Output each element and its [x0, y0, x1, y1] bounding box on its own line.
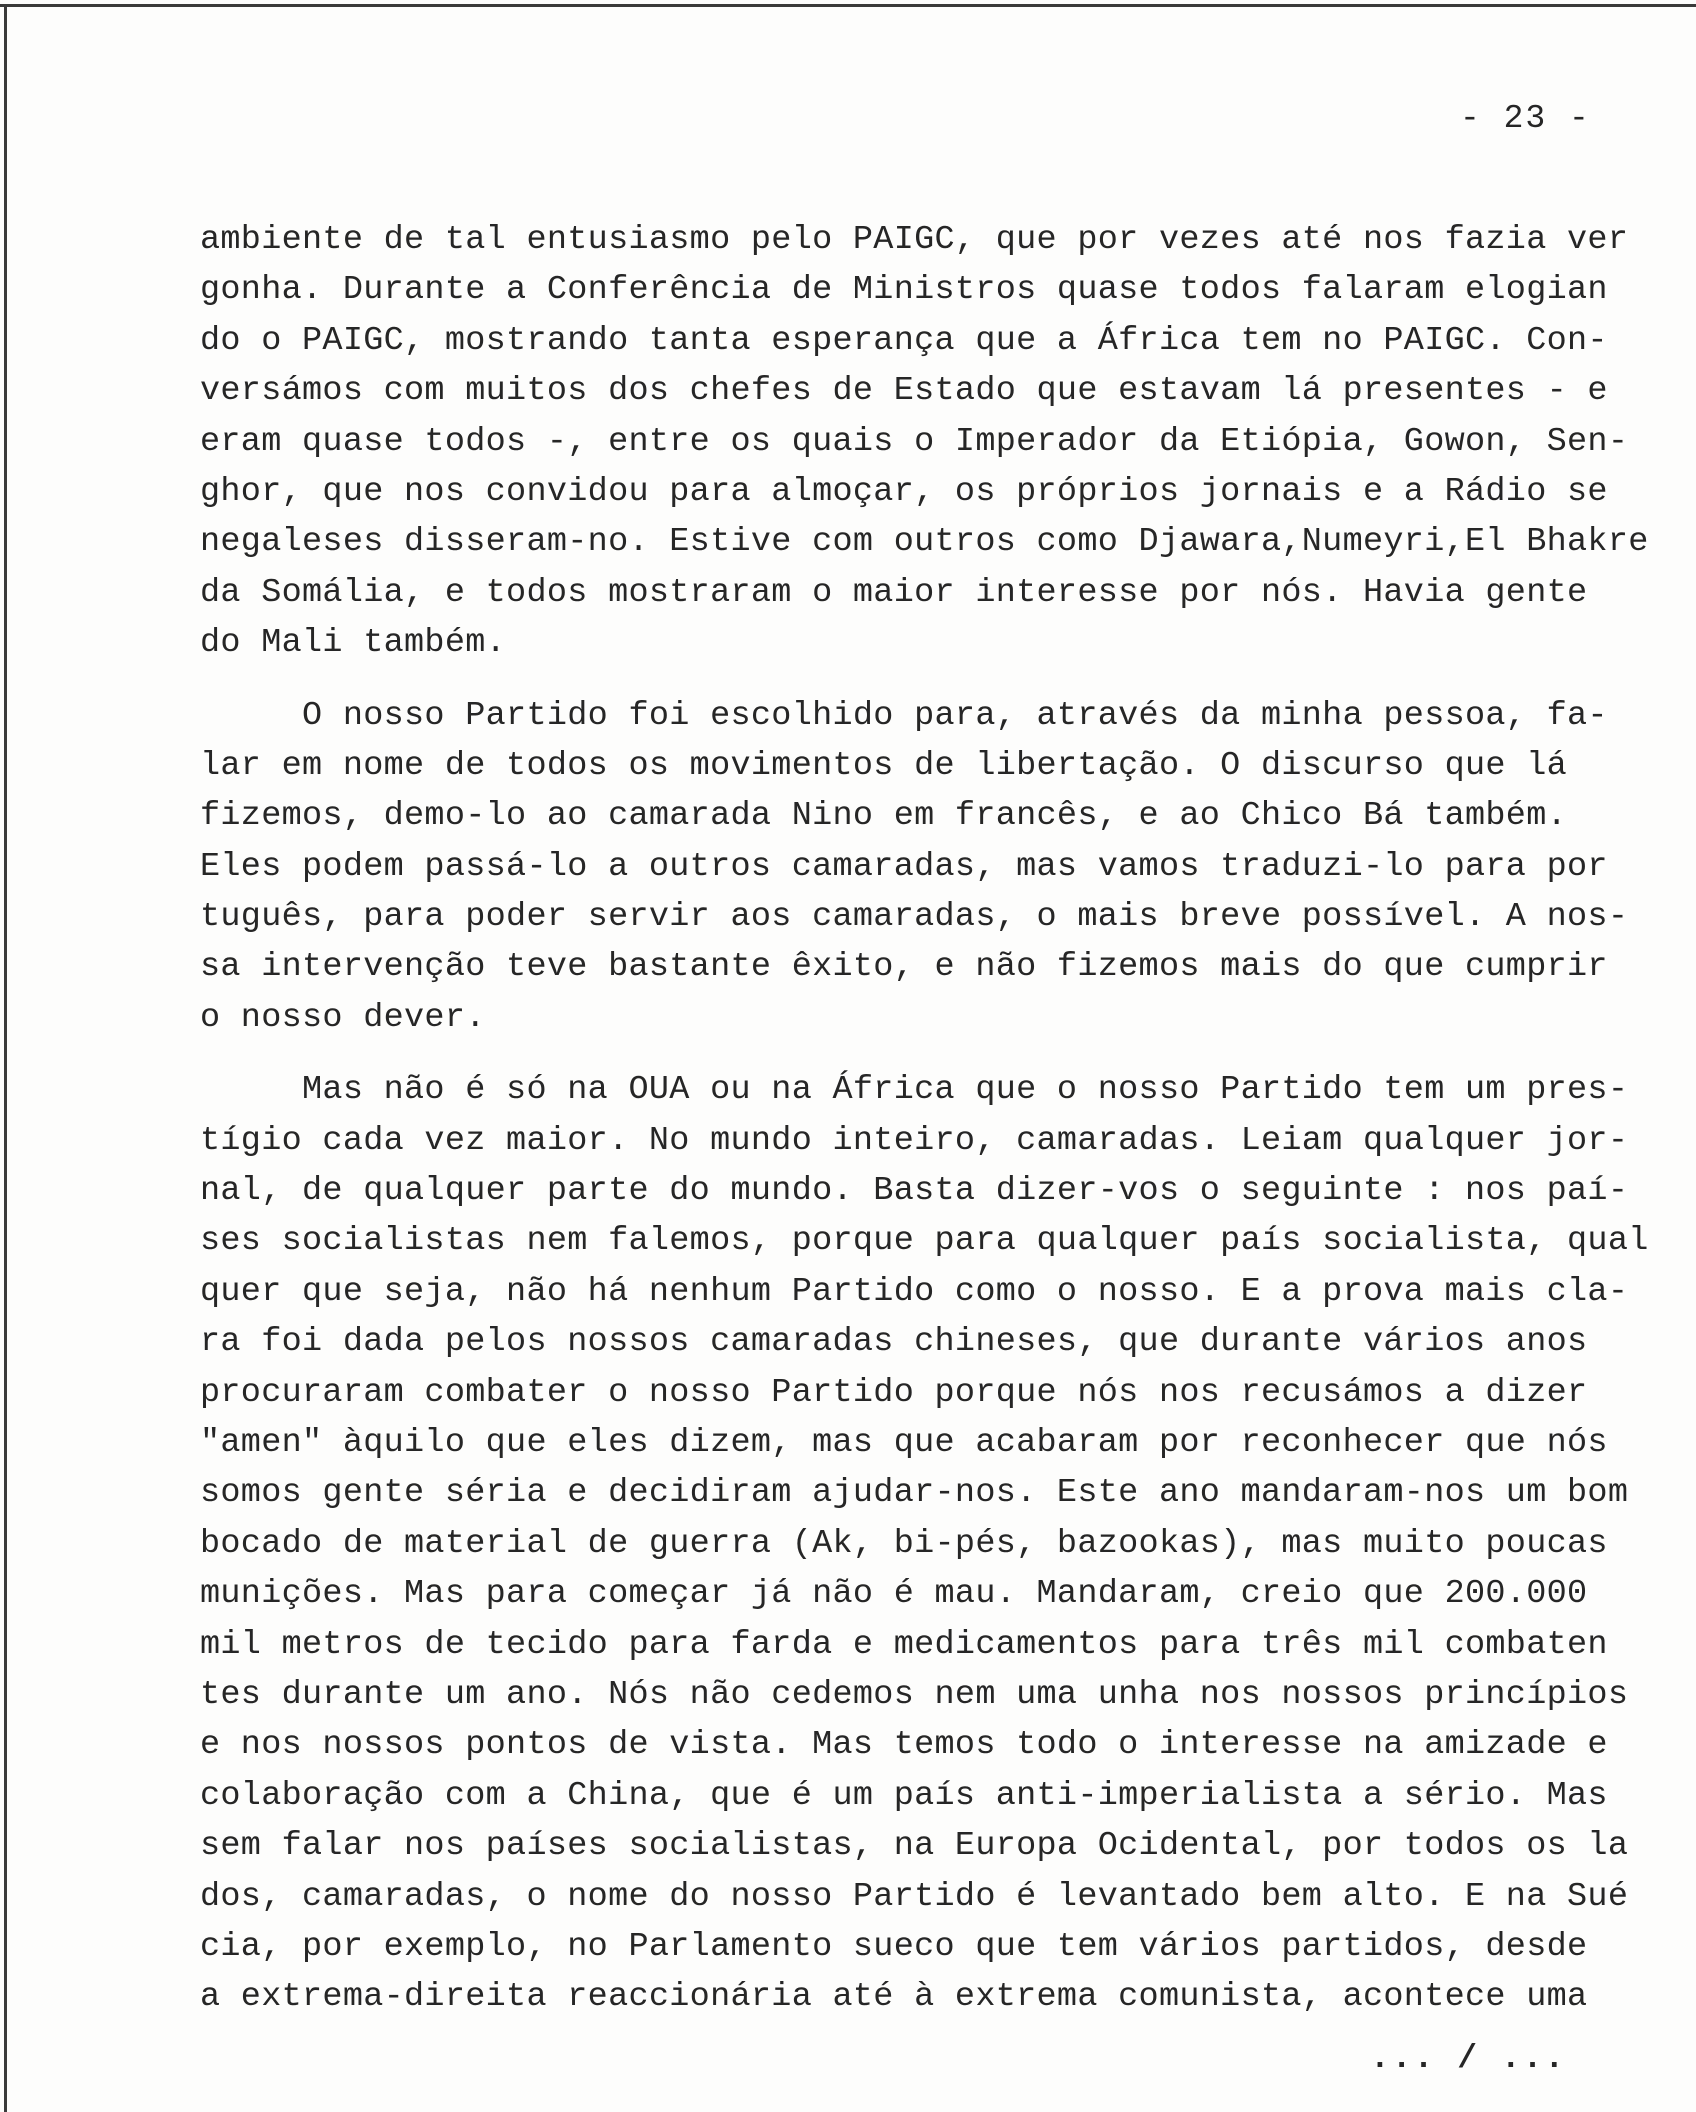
text-line: o nosso dever.: [200, 998, 486, 1037]
body-text: [200, 215, 1649, 2023]
text-line: dos, camaradas, o nome do nosso Partido é levantado bem alto. E na Sué: [200, 1877, 1629, 1916]
text-line: negaleses disseram-no. Estive com outros como Djawara,Numeyri,El Bhakre: [200, 523, 1649, 562]
text-line: ambiente de tal entusiasmo pelo PAIGC, que por vezes até nos fazia ver: [200, 221, 1629, 259]
text-line: tígio cada vez maior. No mundo inteiro, camaradas. Leiam qualquer jor-: [200, 1121, 1629, 1160]
text-line: do o PAIGC, mostrando tanta esperança que a África tem no PAIGC. Con-: [200, 321, 1608, 360]
text-line: do Mali também.: [200, 624, 507, 663]
text-line: fizemos, demo-lo ao camarada Nino em francês, e ao Chico Bá também.: [200, 797, 1568, 836]
text-line: mil metros de tecido para farda e medicamentos para três mil combaten: [200, 1625, 1608, 1664]
text-line: gonha. Durante a Conferência de Ministros quase todos falaram elogian: [200, 271, 1608, 310]
text-line: nal, de qualquer parte do mundo. Basta dizer-vos o seguinte : nos paí-: [200, 1172, 1629, 1211]
paragraph-gap: [200, 669, 1640, 691]
text-line: bocado de material de guerra (Ak, bi-pés, bazookas), mas muito poucas: [200, 1524, 1608, 1563]
text-line: a extrema-direita reaccionária até à extrema comunista, acontece uma: [200, 1978, 1588, 2017]
text-line: cia, por exemplo, no Parlamento sueco que tem vários partidos, desde: [200, 1927, 1588, 1966]
text-line: colaboração com a China, que é um país anti-imperialista a sério. Mas: [200, 1776, 1608, 1815]
paragraph-gap: [200, 1043, 1640, 1065]
text-line: e nos nossos pontos de vista. Mas temos todo o interesse na amizade e: [200, 1726, 1608, 1765]
text-line: quer que seja, não há nenhum Partido como o nosso. E a prova mais cla-: [200, 1272, 1629, 1311]
text-line: somos gente séria e decidiram ajudar-nos. Este ano mandaram-nos um bom: [200, 1474, 1629, 1513]
paragraph-1: [200, 215, 1649, 669]
text-line: da Somália, e todos mostraram o maior interesse por nós. Havia gente: [200, 573, 1588, 612]
continuation-mark: ... / ...: [1370, 2040, 1567, 2077]
text-line: munições. Mas para começar já não é mau. Mandaram, creio que 200.000: [200, 1575, 1588, 1614]
text-line: Mas não é só na OUA ou na África que o nosso Partido tem um pres-: [200, 1071, 1629, 1110]
text-line: O nosso Partido foi escolhido para, através da minha pessoa, fa-: [200, 696, 1608, 735]
text-line: ses socialistas nem falemos, porque para qualquer país socialista, qual: [200, 1222, 1649, 1261]
text-line: ghor, que nos convidou para almoçar, os próprios jornais e a Rádio se: [200, 472, 1608, 511]
text-line: lar em nome de todos os movimentos de libertação. O discurso que lá: [200, 746, 1568, 785]
page-top-border: [0, 4, 1696, 7]
page-left-border: [4, 4, 7, 2112]
text-line: tuguês, para poder servir aos camaradas, o mais breve possível. A nos-: [200, 898, 1629, 937]
text-line: procuraram combater o nosso Partido porque nós nos recusámos a dizer: [200, 1373, 1588, 1412]
paragraph-3: [200, 1065, 1649, 2022]
text-line: tes durante um ano. Nós não cedemos nem uma unha nos nossos princípios: [200, 1675, 1629, 1714]
text-line: sa intervenção teve bastante êxito, e não fizemos mais do que cumprir: [200, 948, 1608, 987]
text-line: ra foi dada pelos nossos camaradas chineses, que durante vários anos: [200, 1323, 1588, 1362]
text-line: versámos com muitos dos chefes de Estado que estavam lá presentes - e: [200, 372, 1608, 411]
paragraph-2: [200, 691, 1640, 1044]
page-number: - 23 -: [1460, 100, 1591, 137]
text-line: Eles podem passá-lo a outros camaradas, mas vamos traduzi-lo para por: [200, 847, 1608, 886]
text-line: eram quase todos -, entre os quais o Imperador da Etiópia, Gowon, Sen-: [200, 422, 1629, 461]
text-line: "amen" àquilo que eles dizem, mas que acabaram por reconhecer que nós: [200, 1423, 1608, 1462]
text-line: sem falar nos países socialistas, na Europa Ocidental, por todos os la: [200, 1827, 1629, 1866]
